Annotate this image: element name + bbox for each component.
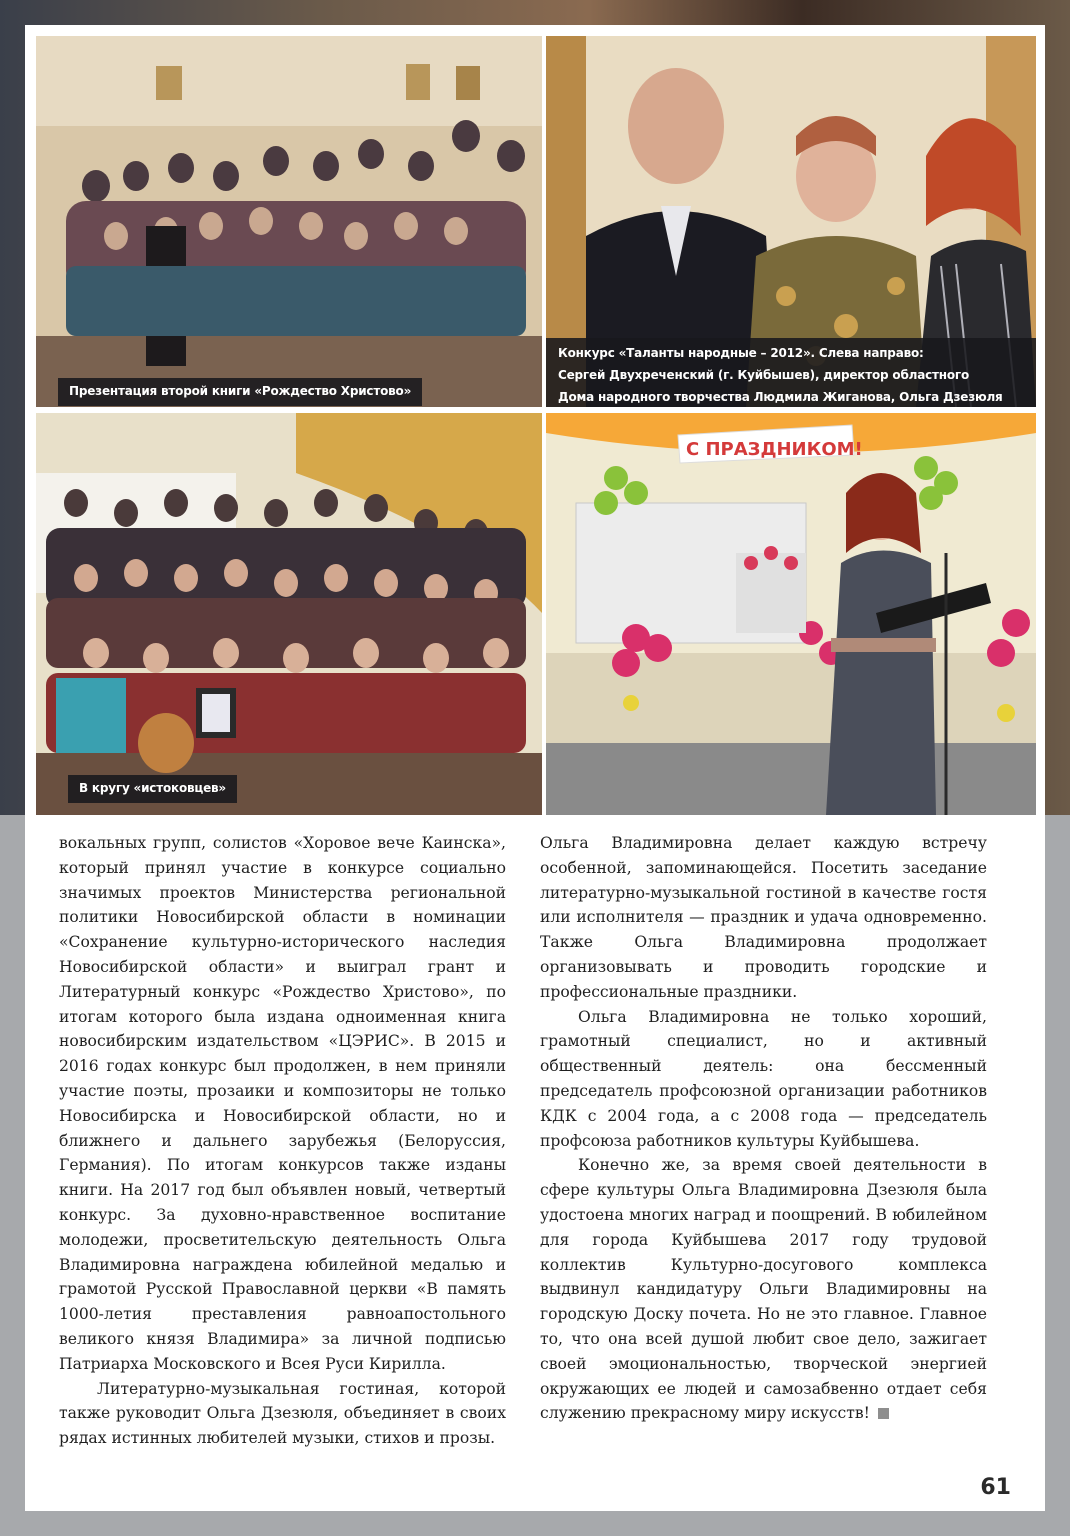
caption-line: В кругу «истоковцев» bbox=[79, 781, 226, 795]
paragraph: Ольга Владимировна делает каждую встречу особенной, запоминающейся. Посетить заседание литературно-музыкальной гостиной в качестве гостя или исполнителя — праздник и удача одновременно. Также Ольга Владимировна продолжает организовывать и проводить городские и профессиональные праздники. bbox=[540, 834, 987, 1001]
text-column-left bbox=[59, 831, 506, 1451]
photo-book-presentation bbox=[36, 36, 542, 407]
caption-line: Дома народного творчества Людмила Жиганова, Ольга Дзезюля bbox=[558, 390, 1003, 404]
holiday-banner-text: С ПРАЗДНИКОМ! bbox=[686, 439, 863, 460]
paragraph: вокальных групп, солистов «Хоровое вече Каинска», который принял участие в конкурсе социально значимых проектов Министерства региональной политики Новосибирской области в номинации «Сохранение культурно-исторического наследия Новосибирской области» и выиграл грант и Литературный конкурс «Рождество Христово», по итогам которого была издана одноименная книга новосибирским издательством «ЦЭРИС». В 2015 и 2016 годах конкурс был продолжен, в нем приняли участие поэты, прозаики и композиторы не только Новосибирска и Новосибирской области, но и ближнего и дальнего зарубежья (Белоруссия, Германия). По итогам конкурсов также изданы книги. На 2017 год был объявлен новый, четвертый конкурс. За духовно-нравственное воспитание молодежи, просветительскую деятельность Ольга Владимировна награждена юбилейной медалью и грамотой Русской Православной церкви «В память 1000-летия преставления равноапостольного великого князя Владимира» за личной подписью Патриарха Московского и Всея Руси Кирилла. bbox=[59, 834, 506, 1373]
paragraph-text: Конечно же, за время своей деятельности в сфере культуры Ольга Владимировна Дзезюля была удостоена многих наград и поощрений. В юбилейном для города Куйбышева 2017 году трудовой коллектив Культурно-досугового комплекса выдвинул кандидатуру Ольги Владимировны на городскую Доску почета. Но не это главное. Главное то, что она всей душой любит свое дело, зажигает своей эмоциональностью, творческой энергией окружающих ее людей и самозабвенно отдает себя служению прекрасному миру искусств! bbox=[540, 1156, 987, 1423]
magazine-page bbox=[25, 25, 1045, 1511]
group-photo-illustration bbox=[36, 36, 542, 407]
caption-line: Презентация второй книги «Рождество Христово» bbox=[69, 384, 412, 398]
photo-talents-contest bbox=[546, 36, 1036, 407]
paragraph: Литературно-музыкальная гостиная, которой также руководит Ольга Дзезюля, объединяет в своих рядах истинных любителей музыки, стихов и прозы. bbox=[59, 1379, 506, 1448]
text-column-right bbox=[540, 831, 987, 1451]
caption-line: Конкурс «Таланты народные – 2012». Слева направо: bbox=[558, 346, 924, 360]
article-body bbox=[59, 831, 987, 1451]
page-number: 61 bbox=[980, 1475, 1011, 1500]
end-of-article-square-icon bbox=[878, 1408, 889, 1419]
photo-caption bbox=[68, 775, 237, 803]
paragraph bbox=[540, 1153, 987, 1426]
photo-istokovtsy-circle bbox=[36, 413, 542, 815]
paragraph: Ольга Владимировна не только хороший, грамотный специалист, но и активный общественный деятель: она бессменный председатель профсоюзной организации работников КДК с 2004 года, а с 2008 года — председатель профсоюза работников культуры Куйбышева. bbox=[540, 1007, 987, 1150]
photo-holiday-stage bbox=[546, 413, 1036, 815]
photo-caption bbox=[58, 378, 422, 406]
group-photo-illustration bbox=[36, 413, 542, 815]
photo-caption bbox=[546, 338, 1036, 407]
stage-photo-illustration bbox=[546, 413, 1036, 815]
caption-line: Сергей Двухреченский (г. Куйбышев), директор областного bbox=[558, 368, 970, 382]
